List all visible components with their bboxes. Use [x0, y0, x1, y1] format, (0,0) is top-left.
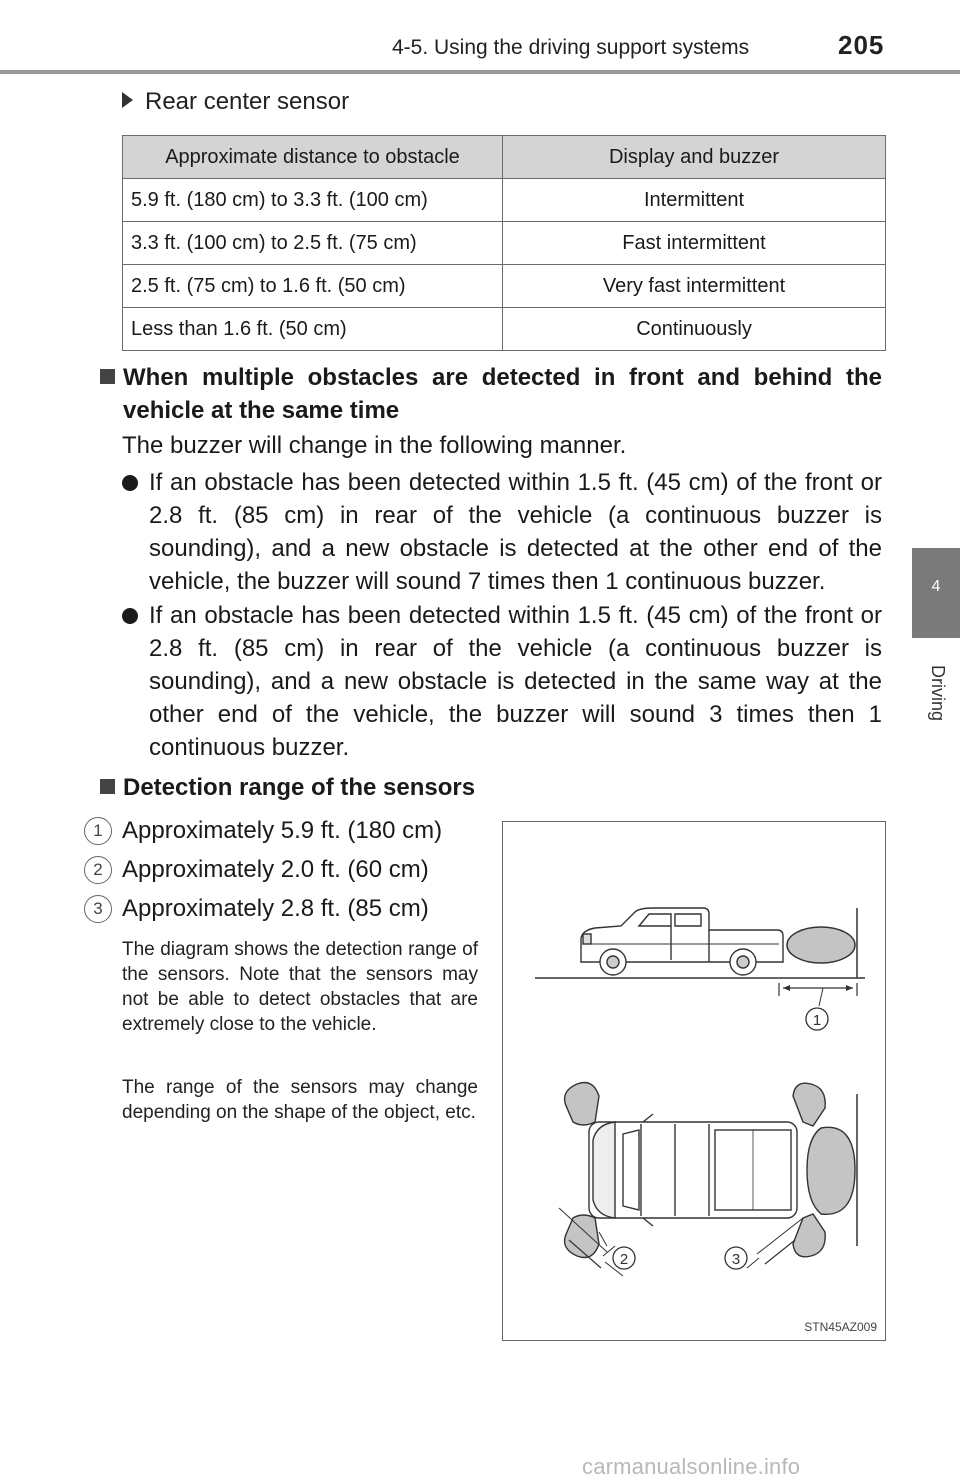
bullet-item: [122, 599, 882, 764]
rear-center-heading: [122, 88, 349, 116]
table-cell-display: Intermittent: [503, 179, 886, 222]
figure-code: STN45AZ009: [804, 1320, 877, 1334]
square-bullet-icon: [100, 369, 115, 384]
table-cell-distance: 2.5 ft. (75 cm) to 1.6 ft. (50 cm): [123, 265, 503, 308]
range-item-text: Approximately 2.8 ft. (85 cm): [122, 895, 429, 922]
table-cell-display: Fast intermittent: [503, 222, 886, 265]
rear-center-detection-zone: [807, 1127, 855, 1214]
table-row: [123, 222, 886, 265]
callout-number-icon: 2: [84, 856, 112, 884]
vehicle-sensor-diagram: [503, 822, 884, 1339]
detection-range-heading-text: Detection range of the sensors: [123, 774, 476, 801]
rear-detection-zone-side: [787, 927, 855, 963]
table-row: [123, 179, 886, 222]
chapter-tab: [912, 548, 960, 638]
multiple-obstacles-heading-text: When multiple obstacles are detected in front and behind the vehicle at the same time: [123, 364, 882, 424]
watermark: carmanualsonline.info: [582, 1454, 801, 1479]
chapter-tab-number: 4: [931, 578, 941, 595]
header-rule: [0, 70, 960, 74]
table-row: [123, 308, 886, 351]
table-cell-display: Continuously: [503, 308, 886, 351]
callout-1-label: 1: [812, 1012, 822, 1029]
square-bullet-icon: [100, 779, 115, 794]
range-item-text: Approximately 2.0 ft. (60 cm): [122, 856, 429, 883]
callout-number-icon: 3: [84, 895, 112, 923]
detection-range-figure: [502, 821, 886, 1341]
range-item-2: [84, 853, 484, 886]
table-cell-distance: 5.9 ft. (180 cm) to 3.3 ft. (100 cm): [123, 179, 503, 222]
buzzer-intro-text: The buzzer will change in the following manner.: [122, 432, 627, 459]
triangle-bullet-icon: [122, 92, 133, 108]
bullet-text: If an obstacle has been detected within 1.5 ft. (45 cm) of the front or 2.8 ft. (85 cm) in rear of the vehicle (a continuous buzzer is sounding), and a new obstacle is detected at the other end of the vehicle, the buzzer will sound 7 times then 1 continuous buzzer.: [149, 469, 882, 595]
callout-2-label: 2: [619, 1251, 629, 1268]
multiple-obstacles-heading: [100, 361, 882, 427]
rear-center-heading-text: Rear center sensor: [145, 88, 350, 115]
chapter-tab-label: Driving: [928, 664, 948, 721]
table-cell-display: Very fast intermittent: [503, 265, 886, 308]
bullet-item: [122, 466, 882, 598]
table-cell-distance: 3.3 ft. (100 cm) to 2.5 ft. (75 cm): [123, 222, 503, 265]
round-bullet-icon: [122, 608, 138, 624]
table-header-row: [123, 136, 886, 179]
truck-side-icon: [581, 908, 783, 975]
front-left-detection-zone: [565, 1083, 599, 1126]
round-bullet-icon: [122, 475, 138, 491]
range-item-1: [84, 814, 484, 847]
table-header-display: Display and buzzer: [503, 136, 886, 179]
range-item-3: [84, 892, 484, 925]
distance-table: [122, 135, 886, 351]
range-note: The range of the sensors may change depending on the shape of the object, etc.: [122, 1077, 478, 1123]
diagram-note: The diagram shows the detection range of the sensors. Note that the sensors may not be able to detect obstacles that are extremely close to the vehicle.: [122, 939, 478, 1035]
table-header-distance: Approximate distance to obstacle: [123, 136, 503, 179]
table-cell-distance: Less than 1.6 ft. (50 cm): [123, 308, 503, 351]
rear-left-detection-zone: [793, 1083, 825, 1126]
bullet-text: If an obstacle has been detected within 1.5 ft. (45 cm) of the front or 2.8 ft. (85 cm) in rear of the vehicle (a continuous buzzer is sounding), and a new obstacle is detected in the same way at the other end of the vehicle, the buzzer will sound 3 times then 1 continuous buzzer.: [149, 602, 882, 761]
page-number: 205: [838, 30, 885, 60]
header-section-title: 4-5. Using the driving support systems: [392, 36, 750, 59]
detection-range-heading: [100, 771, 882, 804]
table-row: [123, 265, 886, 308]
rear-right-detection-zone: [793, 1214, 825, 1257]
range-item-text: Approximately 5.9 ft. (180 cm): [122, 817, 443, 844]
callout-number-icon: 1: [84, 817, 112, 845]
truck-top-icon: [589, 1114, 797, 1226]
callout-3-label: 3: [731, 1251, 741, 1268]
